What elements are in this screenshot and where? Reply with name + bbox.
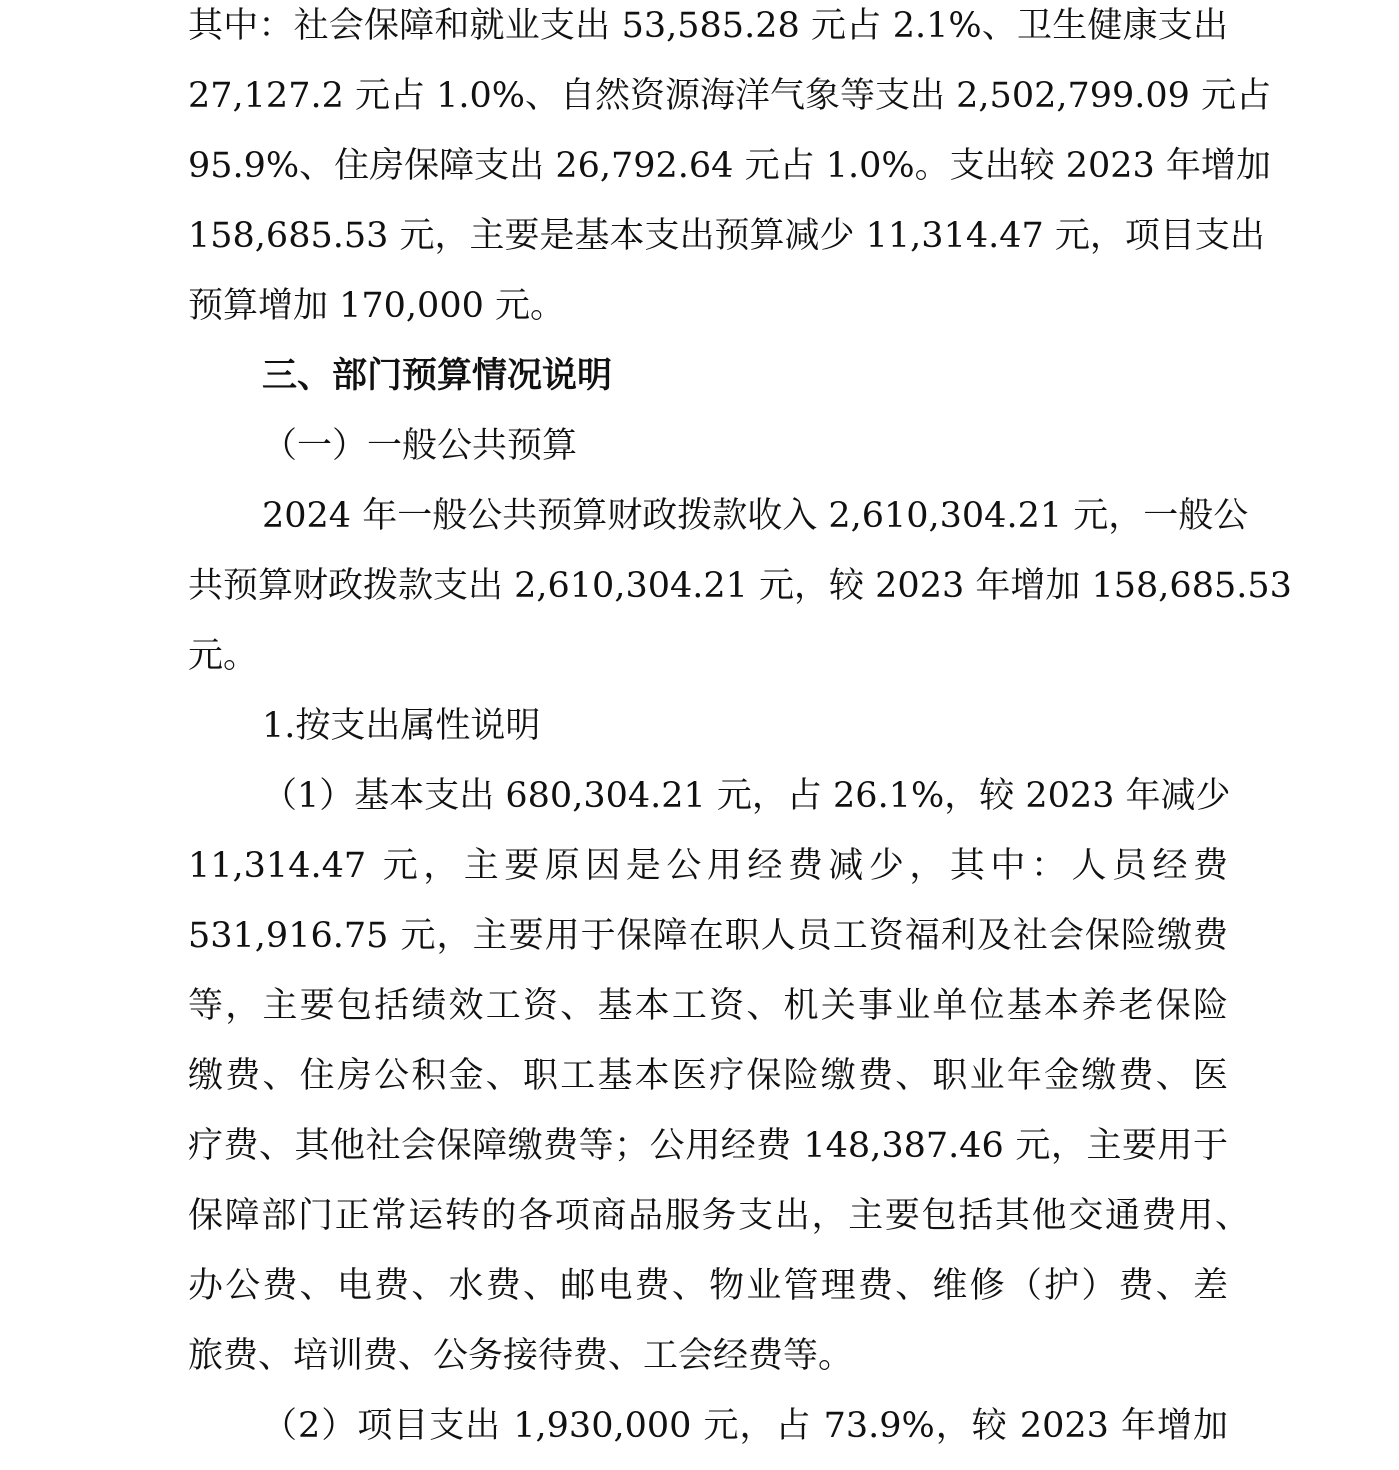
paragraph-line: 办公费、电费、水费、邮电费、物业管理费、维修（护）费、差 <box>188 1266 1228 1306</box>
paragraph-line: 11,314.47 元，主要原因是公用经费减少，其中：人员经费 <box>188 846 1228 886</box>
paragraph-line: （2）项目支出 1,930,000 元，占 73.9%，较 2023 年增加 <box>262 1406 1228 1446</box>
paragraph-line: 95.9%、住房保障支出 26,792.64 元占 1.0%。支出较 2023 年增加 <box>188 146 1271 186</box>
paragraph-line: 531,916.75 元，主要用于保障在职人员工资福利及社会保险缴费 <box>188 916 1228 956</box>
item-heading: 1.按支出属性说明 <box>262 706 541 746</box>
paragraph-line: （1）基本支出 680,304.21 元，占 26.1%，较 2023 年减少 <box>262 776 1231 816</box>
paragraph-line: 共预算财政拨款支出 2,610,304.21 元，较 2023 年增加 158,685.53 <box>188 566 1292 606</box>
paragraph-line: 27,127.2 元占 1.0%、自然资源海洋气象等支出 2,502,799.09 元占 <box>188 76 1272 116</box>
paragraph-line: 其中：社会保障和就业支出 53,585.28 元占 2.1%、卫生健康支出 <box>188 6 1228 46</box>
paragraph-line: 预算增加 170,000 元。 <box>188 286 565 326</box>
paragraph-line: 2024 年一般公共预算财政拨款收入 2,610,304.21 元，一般公 <box>262 496 1249 536</box>
paragraph-line: 缴费、住房公积金、职工基本医疗保险缴费、职业年金缴费、医 <box>188 1056 1228 1096</box>
paragraph-line: 旅费、培训费、公务接待费、工会经费等。 <box>188 1336 854 1376</box>
paragraph-line: 等，主要包括绩效工资、基本工资、机关事业单位基本养老保险 <box>188 986 1228 1026</box>
subsection-heading: （一）一般公共预算 <box>262 426 578 466</box>
section-heading: 三、部门预算情况说明 <box>262 356 613 396</box>
paragraph-line: 元。 <box>188 636 259 676</box>
paragraph-line: 保障部门正常运转的各项商品服务支出，主要包括其他交通费用、 <box>188 1196 1250 1236</box>
paragraph-line: 疗费、其他社会保障缴费等；公用经费 148,387.46 元，主要用于 <box>188 1126 1228 1166</box>
paragraph-line: 158,685.53 元，主要是基本支出预算减少 11,314.47 元，项目支出 <box>188 216 1265 256</box>
